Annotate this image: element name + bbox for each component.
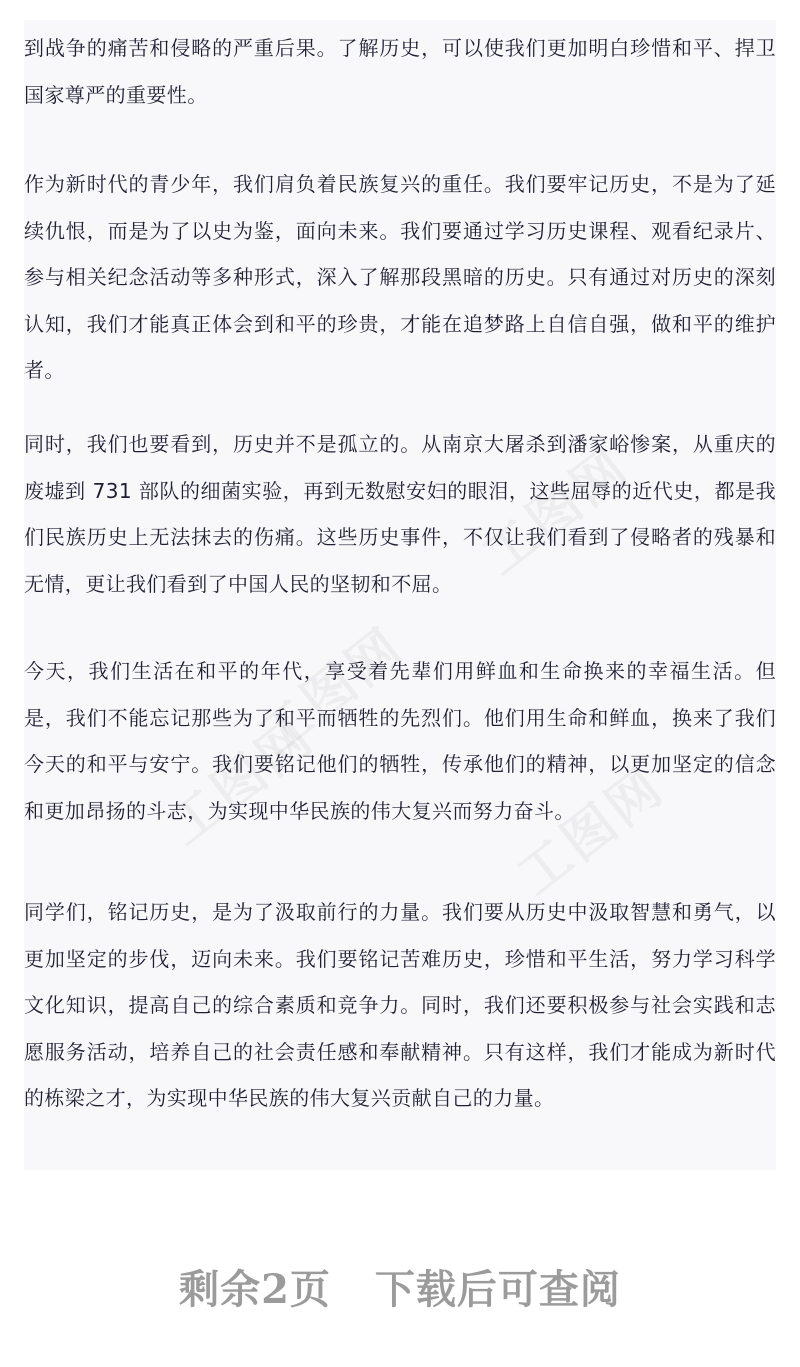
paragraph-2: 作为新时代的青少年，我们肩负着民族复兴的重任。我们要牢记历史，不是为了延续仇恨，而是为了以史为鉴，面向未来。我们要通过学习历史课程、观看纪录片、参与相关纪念活动等多种形式，深入了解那段黑暗的历史。只有通过对历史的深刻认知，我们才能真正体会到和平的珍贵，才能在追梦路上自信自强，做和平的维护者。 <box>24 172 776 382</box>
download-to-view-label: 下载后可查阅 <box>374 1266 621 1313</box>
paragraph-1: 到战争的痛苦和侵略的严重后果。了解历史，可以使我们更加明白珍惜和平、捍卫国家尊严的重要性。 <box>24 36 776 107</box>
paragraph-3: 同时，我们也要看到，历史并不是孤立的。从南京大屠杀到潘家峪惨案，从重庆的废墟到 731 部队的细菌实验，再到无数慰安妇的眼泪，这些屈辱的近代史，都是我们民族历史上无法抹去的伤痛。这些历史事件，不仅让我们看到了侵略者的残暴和无情，更让我们看到了中国人民的坚韧和不屈。 <box>24 432 776 596</box>
download-prompt-banner[interactable] <box>0 1258 800 1315</box>
paragraph-5: 同学们，铭记历史，是为了汲取前行的力量。我们要从历史中汲取智慧和勇气，以更加坚定的步伐，迈向未来。我们要铭记苦难历史，珍惜和平生活，努力学习科学文化知识，提高自己的综合素质和竞争力。同时，我们还要积极参与社会实践和志愿服务活动，培养自己的社会责任感和奉献精神。只有这样，我们才能成为新时代的栋梁之才，为实现中华民族的伟大复兴贡献自己的力量。 <box>24 900 776 1110</box>
document-body <box>24 20 776 1170</box>
paragraph-4: 今天，我们生活在和平的年代，享受着先辈们用鲜血和生命换来的幸福生活。但是，我们不能忘记那些为了和平而牺牲的先烈们。他们用生命和鲜血，换来了我们今天的和平与安宁。我们要铭记他们的牺牲，传承他们的精神，以更加坚定的信念和更加昂扬的斗志，为实现中华民族的伟大复兴而努力奋斗。 <box>24 659 776 823</box>
remaining-pages-label: 剩余2页 <box>179 1266 331 1313</box>
